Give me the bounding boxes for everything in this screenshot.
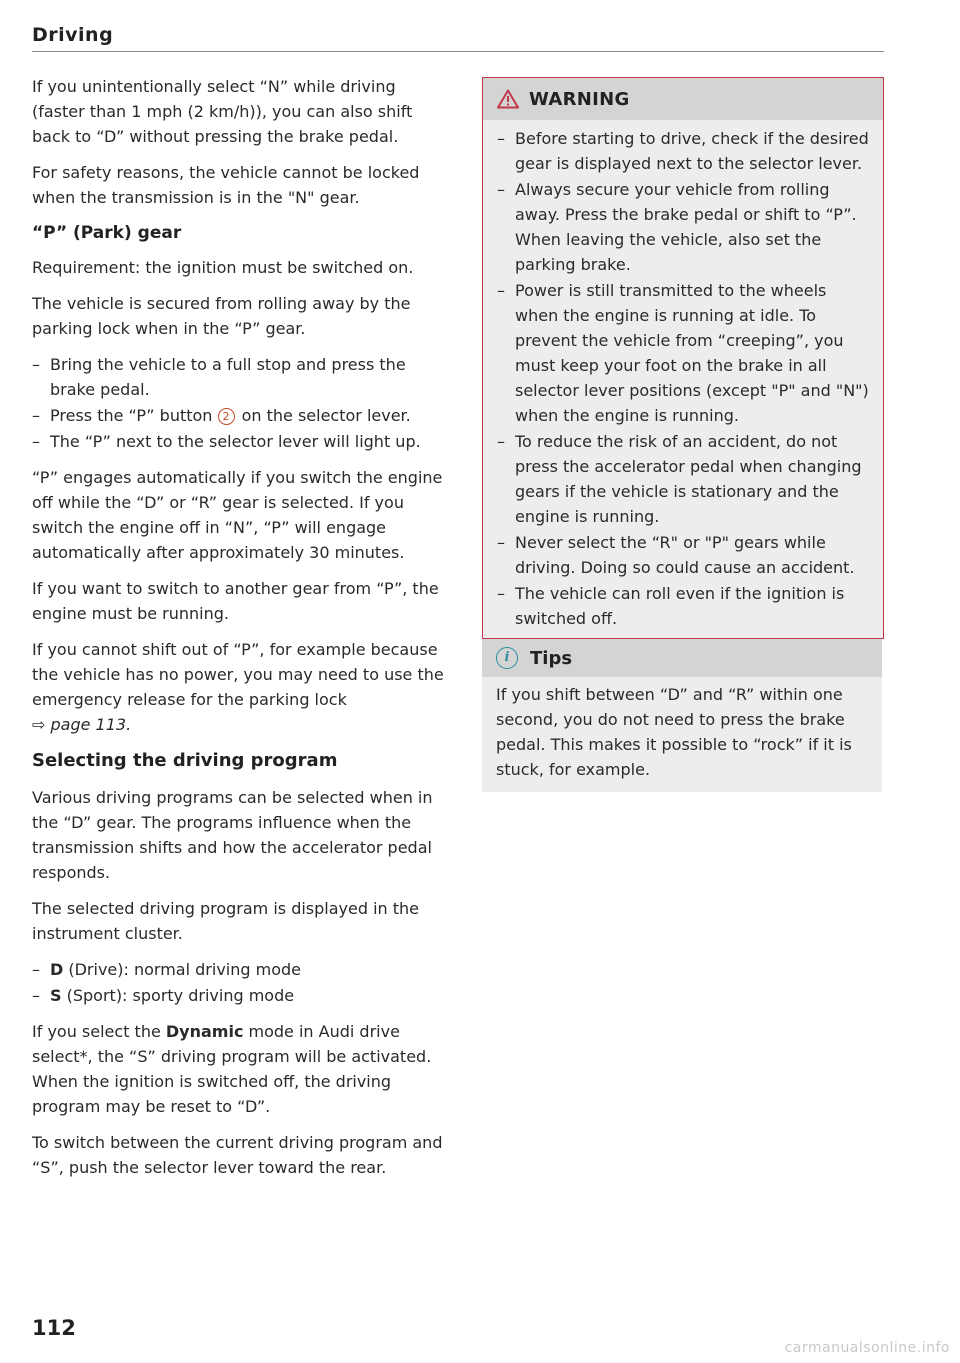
tips-body bbox=[482, 677, 882, 792]
warning-box bbox=[482, 77, 884, 639]
warning-title: WARNING bbox=[529, 88, 630, 110]
list-item: – Power is still transmitted to the wheels when the engine is running at idle. To prevent the vehicle from “creeping”, you must keep your foot on the brake in all selector lever positions (except "P" and "N") when the engine is running. bbox=[497, 278, 869, 428]
list-item bbox=[32, 403, 452, 428]
tips-box bbox=[482, 639, 882, 792]
mode-letter: S bbox=[50, 986, 62, 1005]
list-item: – Bring the vehicle to a full stop and press the brake pedal. bbox=[32, 352, 452, 402]
paragraph bbox=[32, 1019, 452, 1119]
paragraph-text: If you select the bbox=[32, 1022, 166, 1041]
paragraph: Various driving programs can be selected when in the “D” gear. The programs influence when the transmission shifts and how the accelerator pedal responds. bbox=[32, 788, 433, 882]
page-reference-link[interactable]: ⇨ page 113. bbox=[32, 715, 132, 734]
header-divider bbox=[32, 51, 884, 52]
paragraph: The selected driving program is displayed in the instrument cluster. bbox=[32, 899, 420, 943]
watermark: carmanualsonline.info bbox=[784, 1340, 950, 1356]
list-item-text: Press the “P” button bbox=[50, 406, 218, 425]
driving-modes-list bbox=[32, 957, 452, 1008]
section-heading-driving-program: Selecting the driving program bbox=[32, 750, 338, 771]
paragraph-text: If you cannot shift out of “P”, for example because the vehicle has no power, you may need to use the emergency release for the parking lock bbox=[32, 640, 444, 709]
list-item: – The “P” next to the selector lever will light up. bbox=[32, 429, 452, 454]
warning-header bbox=[483, 78, 883, 120]
page-number: 112 bbox=[32, 1316, 76, 1340]
list-item: – Never select the “R" or "P" gears while driving. Doing so could cause an accident. bbox=[497, 530, 869, 580]
list-item: – Before starting to drive, check if the desired gear is displayed next to the selector lever. bbox=[497, 126, 869, 176]
left-column bbox=[32, 74, 452, 1191]
paragraph-text: mode in Audi drive select*, the “S” driving program will be activated. When the ignition is switched off, the driving program may be reset to “D”. bbox=[32, 1022, 432, 1116]
paragraph: Requirement: the ignition must be switched on. bbox=[32, 258, 414, 277]
paragraph: If you shift between “D” and “R” within one second, you do not need to press the brake pedal. This makes it possible to “rock” if it is stuck, for example. bbox=[496, 685, 852, 779]
bold-term: Dynamic bbox=[165, 1022, 244, 1041]
mode-letter: D bbox=[50, 960, 64, 979]
section-heading-park-gear: “P” (Park) gear bbox=[32, 223, 182, 243]
paragraph: For safety reasons, the vehicle cannot be locked when the transmission is in the "N" gear. bbox=[32, 163, 420, 207]
tips-header bbox=[482, 639, 882, 677]
callout-number-icon: 2 bbox=[218, 408, 235, 425]
list-item: – The vehicle can roll even if the ignition is switched off. bbox=[497, 581, 869, 631]
list-item: – Always secure your vehicle from rolling away. Press the brake pedal or shift to “P”. When leaving the vehicle, also set the parking brake. bbox=[497, 177, 869, 277]
mode-text: (Sport): sporty driving mode bbox=[61, 986, 295, 1005]
paragraph: If you want to switch to another gear from “P”, the engine must be running. bbox=[32, 579, 439, 623]
info-icon: i bbox=[496, 647, 518, 669]
warning-list bbox=[497, 126, 869, 631]
park-steps-list bbox=[32, 352, 452, 454]
warning-triangle-icon bbox=[497, 89, 519, 109]
list-item-drive-mode bbox=[32, 957, 452, 982]
list-item-sport-mode bbox=[32, 983, 452, 1008]
list-item: – To reduce the risk of an accident, do not press the accelerator pedal when changing gears if the vehicle is stationary and the engine is running. bbox=[497, 429, 869, 529]
tips-title: Tips bbox=[530, 647, 573, 669]
paragraph bbox=[32, 637, 452, 737]
paragraph: “P” engages automatically if you switch the engine off while the “D” or “R” gear is selected. If you switch the engine off in “N”, “P” will engage automatically after approximately 30 minutes. bbox=[32, 468, 443, 562]
warning-body bbox=[483, 120, 883, 638]
paragraph: The vehicle is secured from rolling away by the parking lock when in the “P” gear. bbox=[32, 294, 411, 338]
paragraph: To switch between the current driving program and “S”, push the selector lever toward the rear. bbox=[32, 1133, 443, 1177]
page-header-title: Driving bbox=[32, 24, 114, 46]
list-item-text: on the selector lever. bbox=[236, 406, 411, 425]
paragraph: If you unintentionally select “N” while driving (faster than 1 mph (2 km/h)), you can also shift back to “D” without pressing the brake pedal. bbox=[32, 77, 413, 146]
mode-text: (Drive): normal driving mode bbox=[63, 960, 301, 979]
